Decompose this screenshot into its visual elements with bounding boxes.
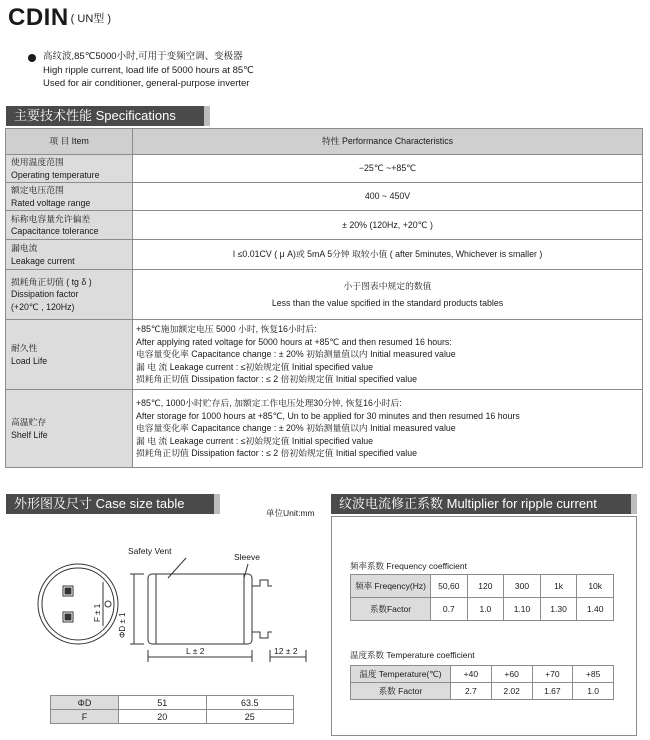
f-label: F ± 1 xyxy=(93,603,102,622)
capacitor-body xyxy=(148,574,252,644)
table-row: 系数Factor 0.7 1.0 1.10 1.30 1.40 xyxy=(351,598,614,621)
table-row xyxy=(6,211,643,240)
diameter-label: ΦD ± 1 xyxy=(118,612,127,638)
table-row xyxy=(6,270,643,320)
length-label: L ± 2 xyxy=(186,646,205,656)
capacitor-drawing xyxy=(8,520,320,710)
table-row: 温度 Temperature(℃) +40 +60 +70 +85 xyxy=(351,666,614,683)
value-cell: ± 20% (120Hz, +20℃ ) xyxy=(133,211,643,240)
feature-list xyxy=(43,50,254,91)
ripple-panel xyxy=(331,516,637,736)
table-row xyxy=(6,240,643,270)
value-cell: I ≤0.01CV ( μ A)或 5mA 5分钟 取较小值 ( after 5minutes, Whichever is smaller ) xyxy=(133,240,643,270)
ripple-heading: 纹波电流修正系数 Multiplier for ripple current xyxy=(331,494,637,514)
item-cell: 损耗角正切值 ( tg δ ) Dissipation factor (+20℃ , 120Hz) xyxy=(6,270,133,320)
end-view-circle xyxy=(38,564,118,644)
table-row xyxy=(6,183,643,211)
table-row xyxy=(6,155,643,183)
col-item-header: 项 目 Item xyxy=(6,129,133,155)
item-cell: 使用温度范围 Operating temperature xyxy=(6,155,133,183)
item-cell: 额定电压范围 Rated voltage range xyxy=(6,183,133,211)
table-row xyxy=(6,320,643,390)
value-cell: +85℃施加额定电压 5000 小时, 恢复16小时后: After applying rated voltage for 5000 hours at +85℃ and then resumed 16 hours: 电容量变化率 Capacitance change : ± 20% 初始测量值以内 Initial measured value 漏 电 流 Leakage current : ≤初始规定值 Initial specified value 损耗角正切值 Dissipation factor : ≤ 2 倍初始规定值 Initial specified value xyxy=(133,320,643,390)
value-cell: 小于图表中规定的数值 Less than the value spcified in the standard products tables xyxy=(133,270,643,320)
freq-caption: 频率系数 Frequency coefficient xyxy=(350,561,467,571)
feature-line: Used for air conditioner, general-purpose inverter xyxy=(43,78,250,89)
table-header-row xyxy=(6,129,643,155)
temperature-table xyxy=(350,665,614,700)
feature-line: 高纹波,85℃5000小时,可用于变频空调、变极器 xyxy=(43,51,243,62)
unit-label: 单位Unit:mm xyxy=(266,508,315,518)
temp-caption: 温度系数 Temperature coefficient xyxy=(350,650,475,660)
value-cell: 400 ~ 450V xyxy=(133,183,643,211)
table-row: ΦD 51 63.5 xyxy=(51,696,294,710)
case-size-table xyxy=(50,695,294,724)
bullet-icon xyxy=(28,54,36,62)
item-cell: 耐久性 Load Life xyxy=(6,320,133,390)
frequency-table xyxy=(350,574,614,621)
sleeve-label: Sleeve xyxy=(234,552,260,562)
model-name: CDIN xyxy=(8,4,69,31)
item-cell: 标称电容量允许偏差 Capacitance tolerance xyxy=(6,211,133,240)
type-label: ( UN型 ) xyxy=(70,13,111,25)
specifications-heading: 主要技术性能 Specifications xyxy=(6,106,210,126)
specifications-table xyxy=(5,128,643,468)
lead-length-label: 12 ± 2 xyxy=(274,646,298,656)
table-row: 频率 Freqency(Hz) 50,60 120 300 1k 10k xyxy=(351,575,614,598)
item-cell: 漏电流 Leakage current xyxy=(6,240,133,270)
item-cell: 高温贮存 Shelf Life xyxy=(6,390,133,468)
value-cell: −25℃ ~+85℃ xyxy=(133,155,643,183)
safety-vent-label: Safety Vent xyxy=(128,546,172,556)
page-title xyxy=(8,4,111,33)
table-row xyxy=(6,390,643,468)
terminal-icon xyxy=(63,586,73,622)
value-cell: +85℃, 1000小时贮存后, 加额定工作电压处理30分钟, 恢复16小时后: After storage for 1000 hours at +85℃, Un to be applied for 30 minutes and then resumed 16 hours 电容量变化率 Capacitance change : ± 20% 初始测量值以内 Initial measured value 漏 电 流 Leakage current : ≤初始规定值 Initial specified value 损耗角正切值 Dissipation factor : ≤ 2 倍初始规定值 Initial specified value xyxy=(133,390,643,468)
table-row: F 20 25 xyxy=(51,710,294,724)
feature-line: High ripple current, load life of 5000 hours at 85℃ xyxy=(43,64,254,76)
vent-hole-icon xyxy=(105,601,111,607)
table-row: 系数 Factor 2.7 2.02 1.67 1.0 xyxy=(351,683,614,700)
col-perf-header: 特性 Performance Characteristics xyxy=(133,129,643,155)
case-size-heading: 外形图及尺寸 Case size table xyxy=(6,494,220,514)
